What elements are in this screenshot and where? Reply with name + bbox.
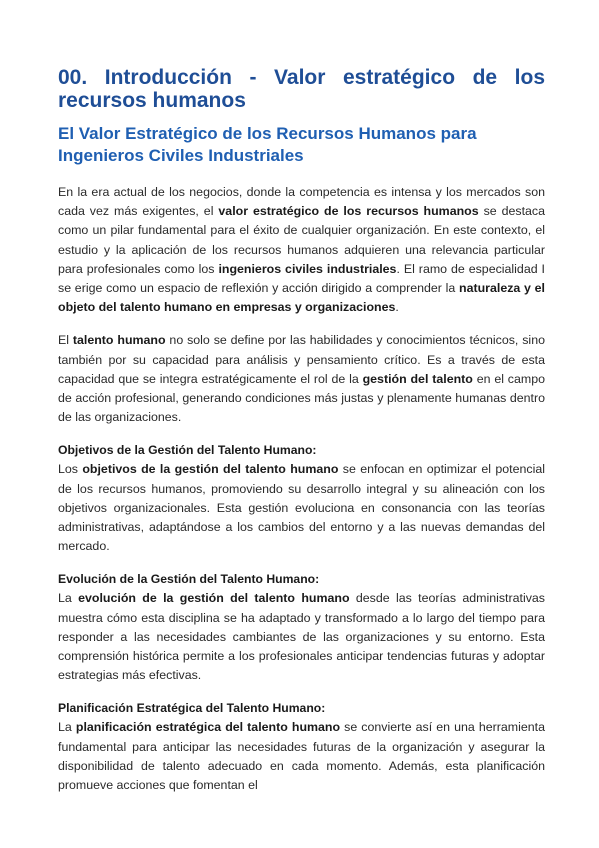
section-evolution (58, 570, 545, 685)
evolution-text-2: desde las teorías administrativas muestra cómo esta disciplina se ha adaptado y transformado a lo largo del tiempo para responder a las necesidades cambiantes de las organizaciones y su entorno. Esta comprensión histórica permite a los profesionales anticipar tendencias futuras y adoptar estrategias más efectivas. (58, 591, 545, 683)
objectives-text-1: Los (58, 462, 83, 477)
talent-text-1: El (58, 333, 73, 348)
section-objectives-body (58, 460, 545, 556)
intro-paragraph (58, 183, 545, 317)
evolution-bold-1: evolución de la gestión del talento humano (78, 591, 350, 606)
intro-text-2: se destaca como un pilar fundamental para el éxito de cualquier organización. En este contexto, el estudio y la aplicación de los recursos humanos adquieren una relevancia particular para profesionales como los (58, 204, 545, 276)
intro-text-4: . (395, 300, 399, 315)
planning-bold-1: planificación estratégica del talento humano (75, 720, 341, 735)
section-objectives (58, 441, 545, 556)
intro-bold-3: naturaleza y el objeto del talento humano en empresas y organizaciones (58, 281, 545, 315)
evolution-text-1: La (58, 591, 79, 606)
intro-text-3: . El ramo de especialidad I se erige como un espacio de reflexión y acción dirigido a comprender la (58, 261, 546, 296)
section-planning-body (58, 718, 545, 795)
planning-text-2: se convierte así en una herramienta fundamental para anticipar las necesidades futuras de la organización y asegurar la disponibilidad de talento adecuado en cada momento. Además, esta planificación promueve acciones que fomentan el (58, 720, 545, 793)
section-planning-heading: Planificación Estratégica del Talento Humano: (58, 701, 326, 716)
document-subtitle: El Valor Estratégico de los Recursos Humanos para Ingenieros Civiles Industriales (58, 124, 477, 165)
intro-text-1: En la era actual de los negocios, donde la competencia es intensa y los mercados son cada vez más exigentes, el (58, 185, 545, 219)
objectives-text-2: se enfocan en optimizar el potencial de los recursos humanos, promoviendo su desarrollo integral y su alineación con los objetivos organizacionales. Esta gestión evoluciona en consonancia con las teorías administrativas, adaptándose a los cambios del entorno y a las nuevas demandas del mercado. (58, 462, 545, 554)
section-evolution-heading: Evolución de la Gestión del Talento Humano: (58, 572, 320, 587)
document-page (58, 66, 545, 809)
section-evolution-body (58, 589, 545, 685)
intro-bold-1: valor estratégico de los recursos humanos (218, 204, 479, 219)
objectives-bold-1: objetivos de la gestión del talento humano (82, 462, 339, 477)
section-objectives-heading: Objetivos de la Gestión del Talento Humano: (58, 443, 317, 458)
talent-bold-2: gestión del talento (362, 371, 473, 386)
intro-bold-2: ingenieros civiles industriales (218, 261, 397, 276)
talent-paragraph (58, 331, 545, 427)
planning-text-1: La (58, 720, 76, 735)
section-planning (58, 699, 545, 795)
talent-bold-1: talento humano (72, 333, 166, 348)
talent-text-3: en el campo de acción profesional, generando condiciones más justas y plenamente humanas dentro de las organizaciones. (58, 371, 545, 425)
document-title: 00. Introducción - Valor estratégico de los recursos humanos (58, 66, 545, 112)
talent-text-2: no solo se define por las habilidades y conocimientos técnicos, sino también por su capacidad para análisis y pensamiento crítico. Es a través de esta capacidad que se integra estratégicamente el rol de la (58, 333, 545, 386)
